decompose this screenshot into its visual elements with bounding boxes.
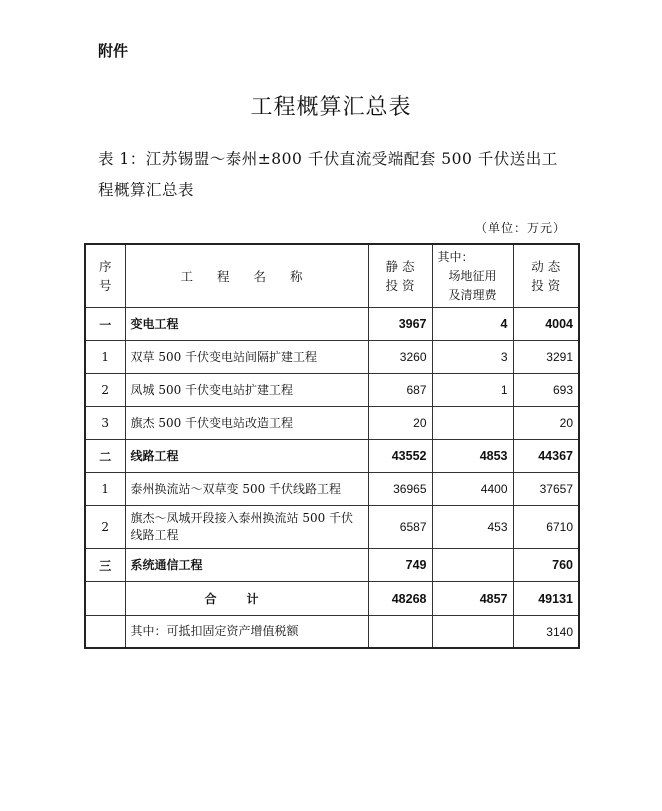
row-name: 线路工程 [125, 440, 368, 473]
row-static: 3260 [368, 341, 432, 374]
row-static: 687 [368, 374, 432, 407]
row-name: 旗杰～凤城开段接入泰州换流站 500 千伏线路工程 [125, 506, 368, 549]
row-dynamic: 4004 [513, 308, 579, 341]
table-header-row [85, 244, 579, 308]
total-row [85, 582, 579, 616]
row-index: 一 [85, 308, 125, 341]
table-row [85, 308, 579, 341]
header-land-line1: 其中： [437, 249, 474, 264]
header-dynamic-line2: 投 资 [531, 278, 561, 293]
row-dynamic: 37657 [513, 473, 579, 506]
row-static: 749 [368, 549, 432, 582]
row-dynamic: 760 [513, 549, 579, 582]
row-name: 凤城 500 千伏变电站扩建工程 [125, 374, 368, 407]
row-land: 4 [432, 308, 513, 341]
header-land-line3: 及清理费 [448, 287, 497, 302]
attachment-label: 附件 [98, 42, 129, 60]
row-dynamic: 20 [513, 407, 579, 440]
row-index: 二 [85, 440, 125, 473]
header-index: 序号 [85, 244, 125, 308]
header-land-line2: 场地征用 [448, 268, 497, 283]
row-land: 4400 [432, 473, 513, 506]
row-static: 43552 [368, 440, 432, 473]
row-land [432, 407, 513, 440]
row-name: 系统通信工程 [125, 549, 368, 582]
row-name: 泰州换流站～双草变 500 千伏线路工程 [125, 473, 368, 506]
table-row [85, 374, 579, 407]
row-land: 453 [432, 506, 513, 549]
row-land: 4853 [432, 440, 513, 473]
total-label: 合计 [125, 582, 368, 616]
note-dynamic: 3140 [513, 616, 579, 649]
note-land [432, 616, 513, 649]
note-row [85, 616, 579, 649]
row-name: 变电工程 [125, 308, 368, 341]
note-label: 其中：可抵扣固定资产增值税额 [125, 616, 368, 649]
row-index: 1 [85, 341, 125, 374]
table-row [85, 506, 579, 549]
total-land: 4857 [432, 582, 513, 616]
row-index: 2 [85, 506, 125, 549]
row-static: 3967 [368, 308, 432, 341]
header-static-line1: 静 态 [385, 259, 415, 274]
row-index: 1 [85, 473, 125, 506]
table-row [85, 341, 579, 374]
table-caption: 表 1：江苏锡盟～泰州±800 千伏直流受端配套 500 千伏送出工程概算汇总表 [98, 150, 558, 199]
header-static-line2: 投 资 [385, 278, 415, 293]
document-title: 工程概算汇总表 [250, 95, 412, 120]
header-dynamic-investment [513, 244, 579, 308]
row-dynamic: 693 [513, 374, 579, 407]
header-land-cost [432, 244, 513, 308]
row-index: 三 [85, 549, 125, 582]
budget-summary-table [84, 243, 580, 649]
unit-label: （单位：万元） [474, 221, 566, 235]
row-land: 3 [432, 341, 513, 374]
row-static: 20 [368, 407, 432, 440]
table-row [85, 407, 579, 440]
row-static: 36965 [368, 473, 432, 506]
row-name: 旗杰 500 千伏变电站改造工程 [125, 407, 368, 440]
row-dynamic: 6710 [513, 506, 579, 549]
header-static-investment [368, 244, 432, 308]
row-land [432, 549, 513, 582]
row-index: 2 [85, 374, 125, 407]
table-row [85, 549, 579, 582]
total-dynamic: 49131 [513, 582, 579, 616]
header-project-name: 工 程 名 称 [125, 244, 368, 308]
note-index [85, 616, 125, 649]
table-row [85, 440, 579, 473]
note-static [368, 616, 432, 649]
row-static: 6587 [368, 506, 432, 549]
row-dynamic: 44367 [513, 440, 579, 473]
row-index: 3 [85, 407, 125, 440]
total-static: 48268 [368, 582, 432, 616]
header-dynamic-line1: 动 态 [531, 259, 561, 274]
row-name: 双草 500 千伏变电站间隔扩建工程 [125, 341, 368, 374]
row-land: 1 [432, 374, 513, 407]
table-row [85, 473, 579, 506]
total-index [85, 582, 125, 616]
row-dynamic: 3291 [513, 341, 579, 374]
